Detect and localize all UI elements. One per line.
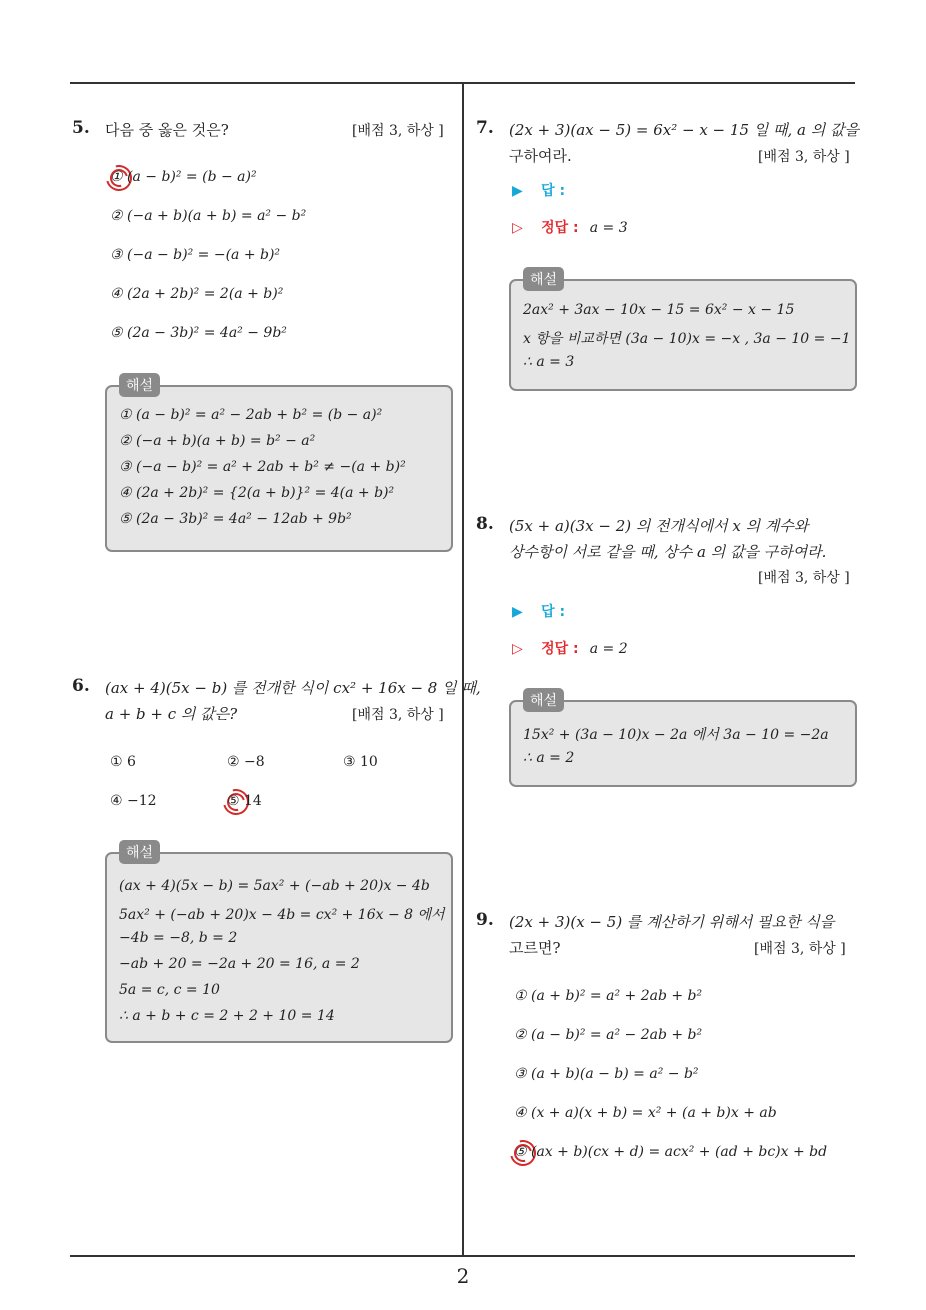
q9-choice-3: ③ (a + b)(a − b) = a² − b² (514, 1066, 699, 1082)
q5-meta: [배점 3, 하상 ] (352, 123, 444, 139)
q5-sol-line-4: ④ (2a + 2b)² = {2(a + b)}² = 4(a + b)² (119, 485, 395, 501)
q6-number: 6. (72, 676, 90, 696)
q5-choice-5: ⑤ (2a − 3b)² = 4a² − 9b² (110, 325, 287, 341)
q9-choice-4: ④ (x + a)(x + b) = x² + (a + b)x + ab (514, 1105, 777, 1121)
q7-sol-line-1: 2ax² + 3ax − 10x − 15 = 6x² − x − 15 (523, 302, 795, 318)
q5-sol-line-5: ⑤ (2a − 3b)² = 4a² − 12ab + 9b² (119, 511, 352, 527)
q8-answer-label: 답 : (541, 604, 566, 620)
page-number: 2 (456, 1264, 470, 1288)
q7-correct-value: a = 3 (589, 220, 628, 236)
q6-solution-box (105, 852, 453, 1043)
play-triangle-icon: ▶ (512, 183, 523, 199)
q6-text-line-1: (ax + 4)(5x − b) 를 전개한 식이 cx² + 16x − 8 일 때, (105, 679, 481, 697)
q9-text-line-1: (2x + 3)(x − 5) 를 계산하기 위해서 필요한 식을 (509, 913, 835, 931)
q8-number: 8. (476, 514, 494, 534)
q7-text-line-1: (2x + 3)(ax − 5) = 6x² − x − 15 일 때, a 의 값을 (509, 121, 859, 139)
q5-choice-2: ② (−a + b)(a + b) = a² − b² (110, 208, 307, 224)
q6-sol-line-3: −4b = −8, b = 2 (119, 930, 238, 946)
q7-correct-label: 정답 : (541, 220, 579, 236)
q5-choice-3: ③ (−a − b)² = −(a + b)² (110, 247, 281, 263)
q7-correct-row (512, 217, 628, 237)
outline-triangle-icon: ▷ (512, 641, 523, 657)
q6-choice-1: ① 6 (110, 754, 136, 770)
q8-correct-value: a = 2 (589, 641, 628, 657)
q9-number: 9. (476, 910, 494, 930)
q6-choice-5: ⑤ 14 (227, 793, 262, 809)
q7-solution-tag: 해설 (523, 267, 564, 291)
q9-text-line-2: 고르면? (509, 939, 561, 957)
q6-sol-line-4: −ab + 20 = −2a + 20 = 16, a = 2 (119, 956, 360, 972)
q6-text-line-2: a + b + c 의 값은? (105, 705, 238, 723)
q9-meta: [배점 3, 하상 ] (754, 941, 846, 957)
q8-sol-line-2: ∴ a = 2 (523, 750, 575, 766)
q6-sol-line-5: 5a = c, c = 10 (119, 982, 220, 998)
q9-choice-5: ⑤ (ax + b)(cx + d) = acx² + (ad + bc)x + bd (514, 1144, 828, 1160)
q7-answer-label: 답 : (541, 183, 566, 199)
q5-sol-line-3: ③ (−a − b)² = a² + 2ab + b² ≠ −(a + b)² (119, 459, 406, 475)
q8-meta: [배점 3, 하상 ] (758, 570, 850, 586)
q5-text: 다음 중 옳은 것은? (105, 121, 229, 139)
q6-sol-line-1: (ax + 4)(5x − b) = 5ax² + (−ab + 20)x − 4b (119, 878, 430, 894)
q6-choice-4: ④ −12 (110, 793, 157, 809)
q6-choice-3: ③ 10 (343, 754, 378, 770)
q5-choice-1: ① (a − b)² = (b − a)² (110, 169, 257, 185)
column-divider (462, 84, 464, 1256)
play-triangle-icon: ▶ (512, 604, 523, 620)
q5-number: 5. (72, 118, 90, 138)
q5-sol-line-2: ② (−a + b)(a + b) = b² − a² (119, 433, 316, 449)
q8-text-line-2: 상수항이 서로 같을 때, 상수 a 의 값을 구하여라. (509, 543, 827, 561)
q8-text-line-1: (5x + a)(3x − 2) 의 전개식에서 x 의 계수와 (509, 517, 809, 535)
q7-solution-box (509, 279, 857, 391)
q8-correct-label: 정답 : (541, 641, 579, 657)
q7-sol-line-2: x 항을 비교하면 (3a − 10)x = −x , 3a − 10 = −1 (523, 331, 851, 347)
q6-meta: [배점 3, 하상 ] (352, 707, 444, 723)
q8-solution-box (509, 700, 857, 787)
q5-solution-tag: 해설 (119, 373, 160, 397)
q6-choice-2: ② −8 (227, 754, 265, 770)
q5-sol-line-1: ① (a − b)² = a² − 2ab + b² = (b − a)² (119, 407, 383, 423)
q8-correct-row (512, 638, 628, 658)
q7-text-line-2: 구하여라. (509, 147, 572, 165)
outline-triangle-icon: ▷ (512, 220, 523, 236)
q8-answer-row (512, 601, 565, 621)
q5-solution-box (105, 385, 453, 552)
q6-solution-tag: 해설 (119, 840, 160, 864)
q9-choice-1: ① (a + b)² = a² + 2ab + b² (514, 988, 703, 1004)
q8-solution-tag: 해설 (523, 688, 564, 712)
bottom-rule (70, 1255, 855, 1257)
q6-sol-line-6: ∴ a + b + c = 2 + 2 + 10 = 14 (119, 1008, 335, 1024)
q7-answer-row (512, 180, 565, 200)
q8-sol-line-1: 15x² + (3a − 10)x − 2a 에서 3a − 10 = −2a (523, 727, 829, 743)
q7-sol-line-3: ∴ a = 3 (523, 354, 575, 370)
q5-choice-4: ④ (2a + 2b)² = 2(a + b)² (110, 286, 284, 302)
q6-sol-line-2: 5ax² + (−ab + 20)x − 4b = cx² + 16x − 8 에서 (119, 907, 445, 923)
q7-number: 7. (476, 118, 494, 138)
q9-choice-2: ② (a − b)² = a² − 2ab + b² (514, 1027, 703, 1043)
q7-meta: [배점 3, 하상 ] (758, 149, 850, 165)
